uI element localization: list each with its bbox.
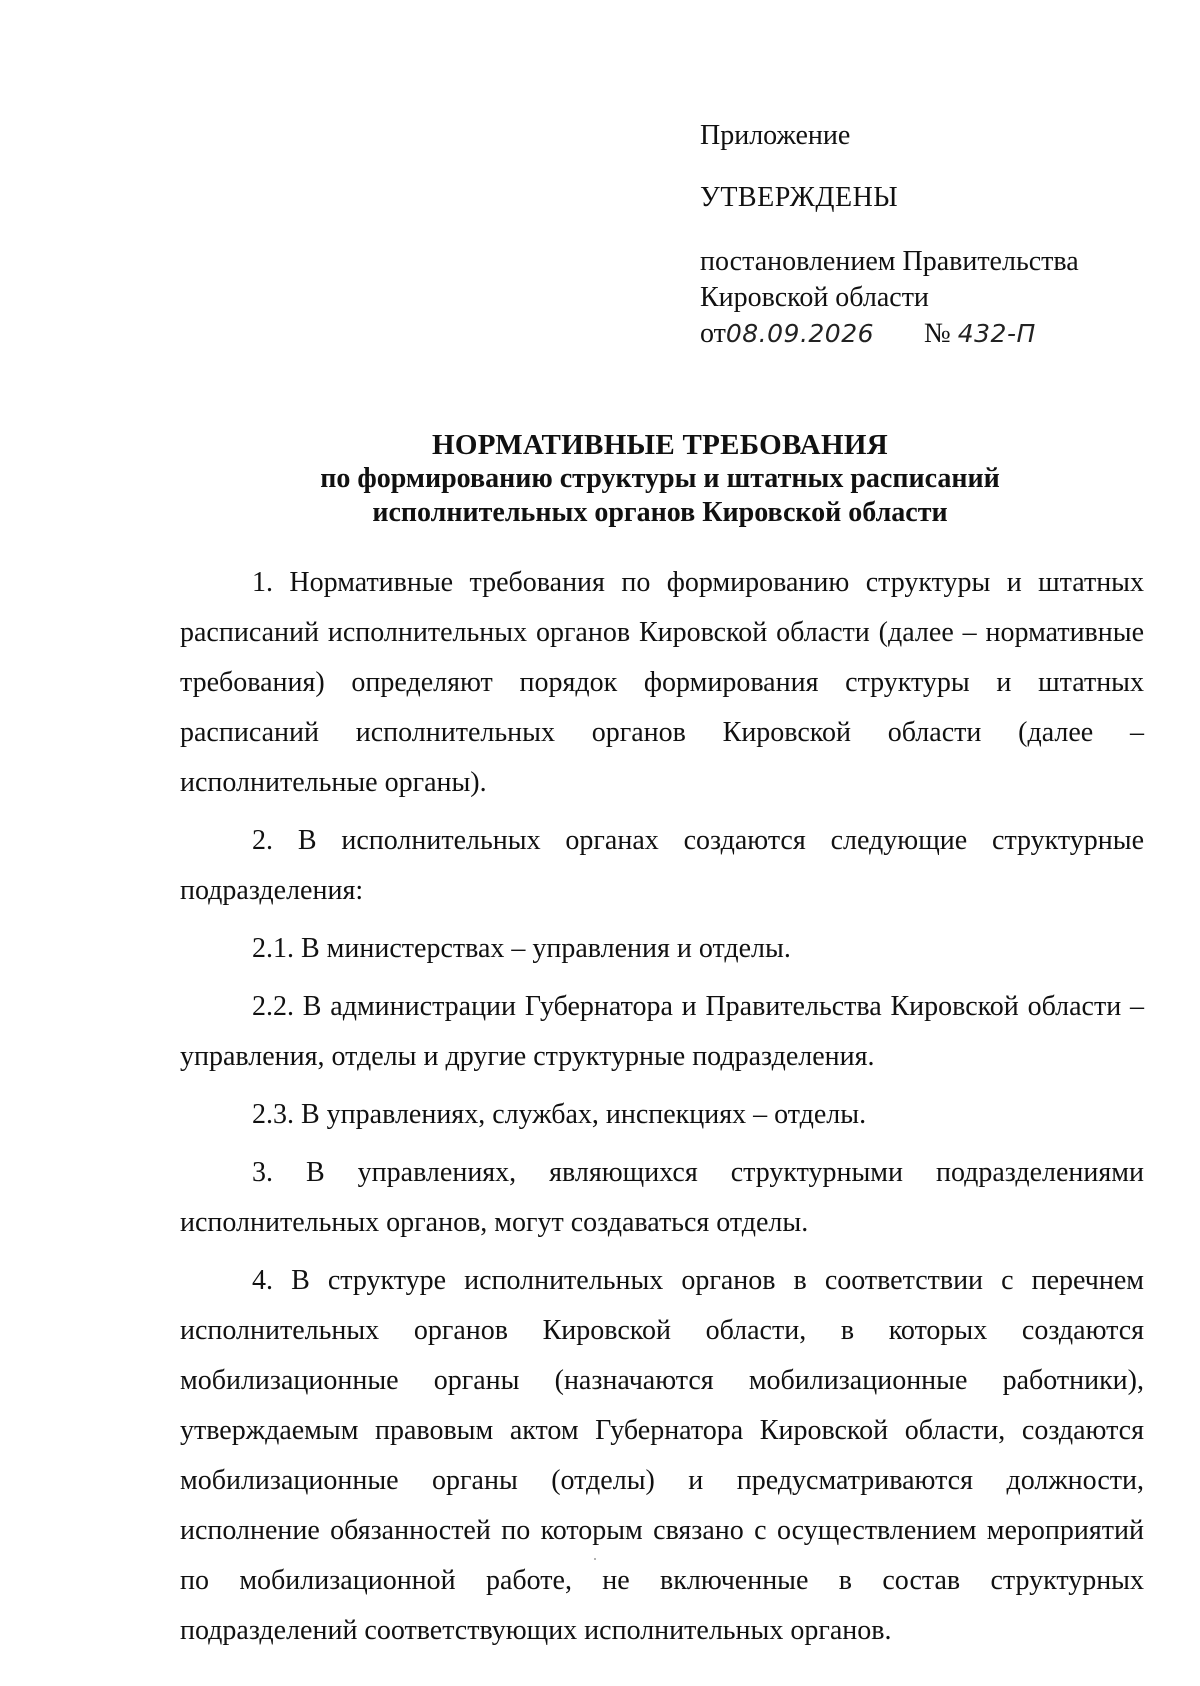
paragraph-2-1: 2.1. В министерствах – управления и отделы. (252, 933, 791, 964)
paragraph-2-3: 2.3. В управлениях, службах, инспекциях – отделы. (252, 1099, 867, 1130)
approved-label: УТВЕРЖДЕНЫ (700, 182, 899, 213)
paragraph-1: 1. Нормативные требования по формированию структуры и штатных расписаний исполнительных органов Кировской области (далее – нормативные требования) определяют порядок формирования структуры и штатных расписаний исполнительных органов Кировской области (далее – исполнительные органы). (180, 567, 1144, 798)
approval-line-1: постановлением Правительства (700, 246, 1079, 277)
scan-speck (594, 1558, 596, 1560)
approval-date-row (700, 316, 1160, 352)
paragraph-2-2: 2.2. В администрации Губернатора и Правительства Кировской области – управления, отделы и другие структурные подразделения. (180, 991, 1144, 1072)
handwritten-number: 432-П (957, 319, 1036, 348)
paragraph-4: 4. В структуре исполнительных органов в соответствии с перечнем исполнительных органов Кировской области, в которых создаются мобилизационные органы (назначаются мобилизационные работники), утверждаемым правовым актом Губернатора Кировской области, создаются мобилизационные органы (отделы) и предусматриваются должности, исполнение обязанностей по которым связано с осуществлением мероприятий по мобилизационной работе, не включенные в состав структурных подразделений соответствующих исполнительных органов. (180, 1265, 1144, 1646)
approval-stamp-block (700, 118, 1160, 352)
handwritten-date: 08.09.2026 (725, 319, 875, 348)
document-title (180, 428, 1140, 530)
from-prefix: от (700, 318, 726, 349)
paragraph-2: 2. В исполнительных органах создаются следующие структурные подразделения: (180, 825, 1144, 906)
title-subtitle-1: по формированию структуры и штатных расписаний (320, 463, 1000, 494)
title-subtitle-2: исполнительных органов Кировской области (372, 497, 948, 528)
paragraph-3: 3. В управлениях, являющихся структурными подразделениями исполнительных органов, могут создаваться отделы. (180, 1157, 1144, 1238)
title-main: НОРМАТИВНЫЕ ТРЕБОВАНИЯ (432, 429, 888, 461)
document-body (180, 558, 1144, 1656)
approval-line-2: Кировской области (700, 282, 929, 313)
number-prefix: № (924, 318, 951, 349)
appendix-label: Приложение (700, 120, 851, 151)
